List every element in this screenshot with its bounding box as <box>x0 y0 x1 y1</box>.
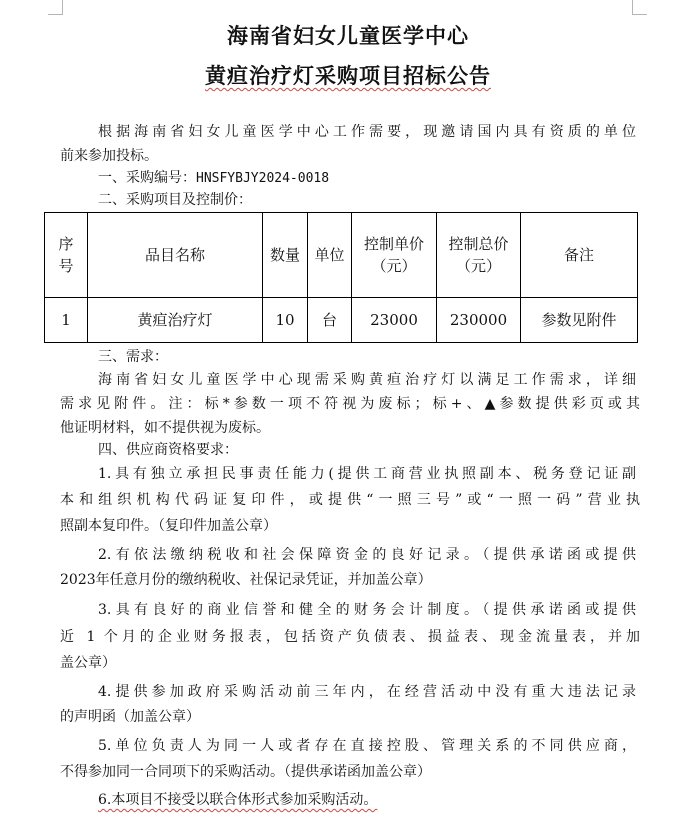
cell-unit-price: 23000 <box>352 298 437 343</box>
section4-heading: 四、供应商资格要求： <box>98 442 238 458</box>
crop-mark-top-right <box>632 0 647 15</box>
cell-remark: 参数见附件 <box>521 298 638 343</box>
requirement-3-line3: 盖公章） <box>60 655 116 671</box>
section3-line2: 需求见附件。注：标*参数一项不符视为废标；标+、▲参数提供彩页或其 <box>60 396 640 412</box>
crop-mark-top-left <box>48 0 63 15</box>
document-title-line2 <box>0 60 696 90</box>
cell-quantity: 10 <box>263 298 308 343</box>
cell-seq: 1 <box>45 298 88 343</box>
section3-heading: 三、需求： <box>98 349 168 365</box>
intro-line2: 前来参加投标。 <box>60 148 158 164</box>
header-unit: 单位 <box>308 213 352 298</box>
header-seq: 序 号 <box>45 213 88 298</box>
table-row <box>45 298 638 343</box>
cell-item-name: 黄疸治疗灯 <box>88 298 263 343</box>
header-unit-price: 控制单价 （元） <box>352 213 437 298</box>
document-title-line2-text: 黄疸治疗灯采购项目招标公告 <box>205 64 491 88</box>
procurement-number-code: HNSFYBJY2024-0018 <box>196 171 330 186</box>
header-remark: 备注 <box>521 213 638 298</box>
requirement-6-text: 6.本项目不接受以联合体形式参加采购活动。 <box>98 792 378 808</box>
requirement-1-line1: 1.具有独立承担民事责任能力(提供工商营业执照副本、税务登记证副 <box>98 466 636 482</box>
requirement-6-line1 <box>98 790 678 810</box>
requirement-4-line1: 4.提供参加政府采购活动前三年内，在经营活动中没有重大违法记录 <box>98 684 636 700</box>
section3-line3: 他证明材料，如不提供视为废标。 <box>60 420 270 436</box>
cell-unit: 台 <box>308 298 352 343</box>
header-quantity: 数量 <box>263 213 308 298</box>
requirement-3-line2: 近 1 个月的企业财务报表，包括资产负债表、损益表、现金流量表，并加 <box>60 629 640 645</box>
procurement-number-label: 一、采购编号： <box>98 170 196 186</box>
header-total-price: 控制总价 （元） <box>437 213 521 298</box>
intro-line1: 根据海南省妇女儿童医学中心工作需要，现邀请国内具有资质的单位 <box>98 124 636 140</box>
requirement-1-line3: 照副本复印件。（复印件加盖公章） <box>60 518 277 534</box>
requirement-1-line2: 本和组织机构代码证复印件，或提供“一照三号”或“一照一码”营业执 <box>60 492 640 508</box>
table-header-row <box>45 213 638 298</box>
cell-total-price: 230000 <box>437 298 521 343</box>
requirement-2-line1: 2.有依法缴纳税收和社会保障资金的良好记录。（提供承诺函或提供 <box>98 547 636 563</box>
requirement-4-line2: 的声明函（加盖公章） <box>60 709 200 725</box>
requirement-2-line2: 2023年任意月份的缴纳税收、社保记录凭证，并加盖公章） <box>60 572 432 588</box>
section3-line1: 海南省妇女儿童医学中心现需采购黄疸治疗灯以满足工作需求，详细 <box>98 372 636 388</box>
document-title-line1: 海南省妇女儿童医学中心 <box>227 24 469 48</box>
requirement-5-line1: 5.单位负责人为同一人或者存在直接控股、管理关系的不同供应商， <box>98 738 636 754</box>
procurement-number <box>98 168 678 189</box>
requirement-3-line1: 3.具有良好的商业信誉和健全的财务会计制度。（提供承诺函或提供 <box>98 602 636 618</box>
requirement-5-line2: 不得参加同一合同项下的采购活动。（提供承诺函加盖公章） <box>60 764 431 780</box>
section2-heading: 二、采购项目及控制价： <box>98 192 252 208</box>
header-item-name: 品目名称 <box>88 213 263 298</box>
procurement-table <box>44 212 638 343</box>
